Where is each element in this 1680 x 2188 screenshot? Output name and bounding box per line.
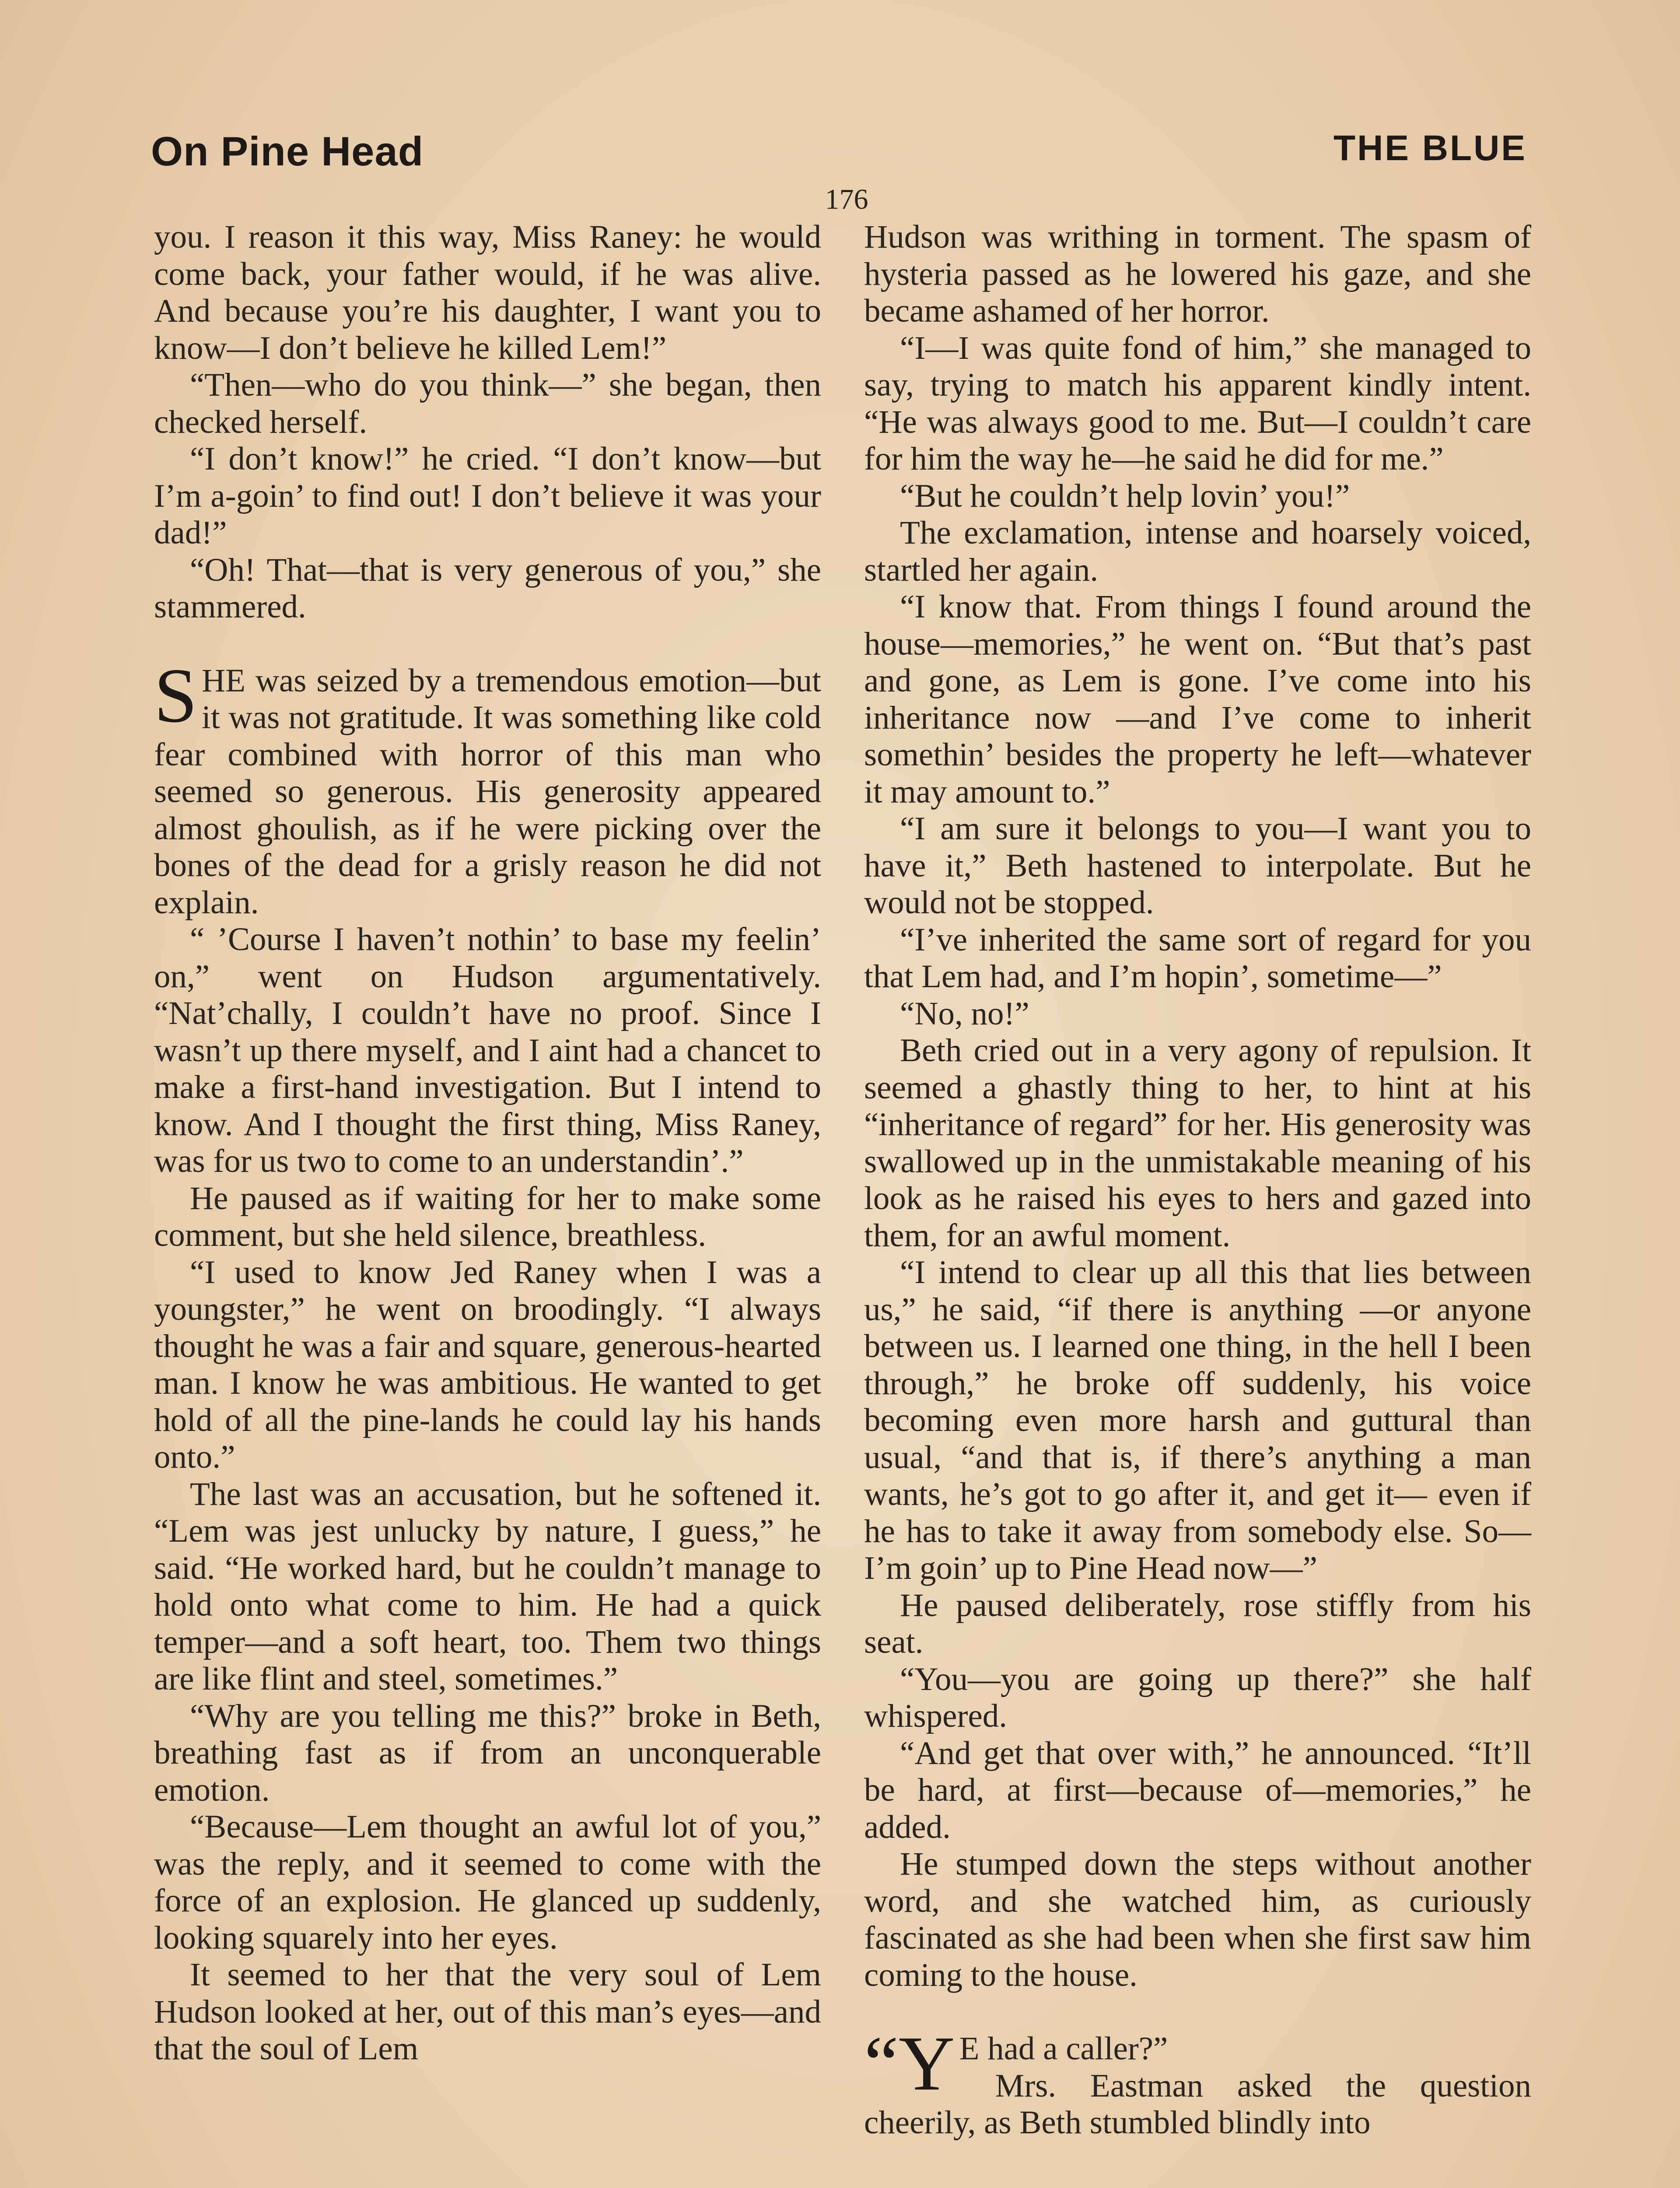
paragraph: “Because—Lem thought an awful lot of you,” was the reply, and it seemed to come with the force of an explosion. He glanced up suddenly, looking squarely into her eyes.: [154, 1809, 821, 1956]
paragraph: “No, no!”: [900, 995, 1029, 1032]
page-number: 176: [825, 183, 868, 215]
paragraph: “But he couldn’t help lovin’ you!”: [900, 477, 1350, 514]
paragraph: The exclamation, intense and hoarsely voiced, startled her again.: [864, 515, 1531, 588]
paragraph: “And get that over with,” he announced. “It’ll be hard, at first—because of—memories,” he added.: [864, 1735, 1531, 1845]
paragraph: He paused deliberately, rose stiffly from his seat.: [864, 1587, 1531, 1660]
section-start-paragraph: [154, 652, 821, 922]
paragraph: “I—I was quite fond of him,” she managed to say, trying to match his apparent kindly intent. “He was always good to me. But—I couldn’t care for him the way he—he said he did for me.”: [864, 330, 1531, 477]
paragraph: “You—you are going up there?” she half whispered.: [864, 1661, 1531, 1734]
paragraph: “I used to know Jed Raney when I was a youngster,” he went on broodingly. “I always thought he was a fair and square, generous-hearted man. I know he was ambitious. He wanted to get hold of all the pine-lands he could lay his hands onto.”: [154, 1254, 821, 1475]
left-column: [154, 219, 821, 2068]
right-column: [864, 219, 1531, 2142]
paragraph: Beth cried out in a very agony of repulsion. It seemed a ghastly thing to her, to hint at his “inheritance of regard” for her. His generosity was swallowed up in the unmistakable meaning of his look as he raised his eyes to hers and gazed into them, for an awful moment.: [864, 1032, 1531, 1254]
paragraph-text: HE was seized by a tremendous emotion—but it was not gratitude. It was something like cold fear combined with horror of this man who seemed so generous. His generosity appeared almost ghoulish, as if he were picking over the bones of the dead for a grisly reason he did not explain.: [154, 662, 821, 921]
paragraph: “I know that. From things I found around the house—memories,” he went on. “But that’s past and gone, as Lem is gone. I’ve come into his inheritance now —and I’ve come to inherit somethin’ besides the property he left—whatever it may amount to.”: [864, 589, 1531, 810]
paragraph: It seemed to her that the very soul of Lem Hudson looked at her, out of this man’s eyes—and that the soul of Lem: [154, 1957, 821, 2067]
paragraph-text: E had a caller?”: [959, 2030, 1168, 2067]
paragraph: you. I reason it this way, Miss Raney: he would come back, your father would, if he was alive. And because you’re his daughter, I want you to know—I don’t believe he killed Lem!”: [154, 219, 821, 366]
paragraph: “I don’t know!” he cried. “I don’t know—but I’m a-goin’ to find out! I don’t believe it was your dad!”: [154, 441, 821, 551]
paragraph: “Then—who do you think—” she began, then checked herself.: [154, 367, 821, 440]
running-title: On Pine Head: [151, 128, 424, 174]
drop-cap: “Y: [864, 2020, 955, 2107]
paragraph: The last was an accusation, but he softened it. “Lem was jest unlucky by nature, I guess,” he said. “He worked hard, but he couldn’t manage to hold onto what come to him. He had a quick temper—and a soft heart, too. Them two things are like flint and steel, sometimes.”: [154, 1476, 821, 1697]
magazine-title: THE BLUE: [1334, 128, 1527, 168]
paragraph: He paused as if waiting for her to make some comment, but she held silence, breathless.: [154, 1180, 821, 1253]
drop-cap: S: [154, 652, 197, 739]
paragraph: “Why are you telling me this?” broke in Beth, breathing fast as if from an unconquerable emotion.: [154, 1697, 821, 1808]
paragraph: He stumped down the steps without another word, and she watched him, as curiously fascinated as she had been when she first saw him coming to the house.: [864, 1846, 1531, 1993]
paragraph: Mrs. Eastman asked the question cheerily, as Beth stumbled blindly into: [864, 2067, 1531, 2141]
paragraph: “I am sure it belongs to you—I want you to have it,” Beth hastened to interpolate. But he would not be stopped.: [864, 810, 1531, 921]
paragraph: “Oh! That—that is very generous of you,” she stammered.: [154, 551, 821, 625]
paragraph: “ ’Course I haven’t nothin’ to base my feelin’ on,” went on Hudson argumentatively. “Nat’chally, I couldn’t have no proof. Since I wasn’t up there myself, and I aint had a chancet to make a first-hand investigation. But I intend to know. And I thought the first thing, Miss Raney, was for us two to come to an understandin’.”: [154, 921, 821, 1179]
paragraph: “I’ve inherited the same sort of regard for you that Lem had, and I’m hopin’, sometime—”: [864, 921, 1531, 995]
paragraph: “I intend to clear up all this that lies between us,” he said, “if there is anything —or anyone between us. I learned one thing, in the hell I been through,” he broke off suddenly, his voice becoming even more harsh and guttural than usual, “and that is, if there’s anything a man wants, he’s got to go after it, and get it— even if he has to take it away from somebody else. So—I’m goin’ up to Pine Head now—”: [864, 1254, 1531, 1586]
paragraph: Hudson was writhing in torment. The spasm of hysteria passed as he lowered his gaze, and she became ashamed of her horror.: [864, 219, 1531, 329]
